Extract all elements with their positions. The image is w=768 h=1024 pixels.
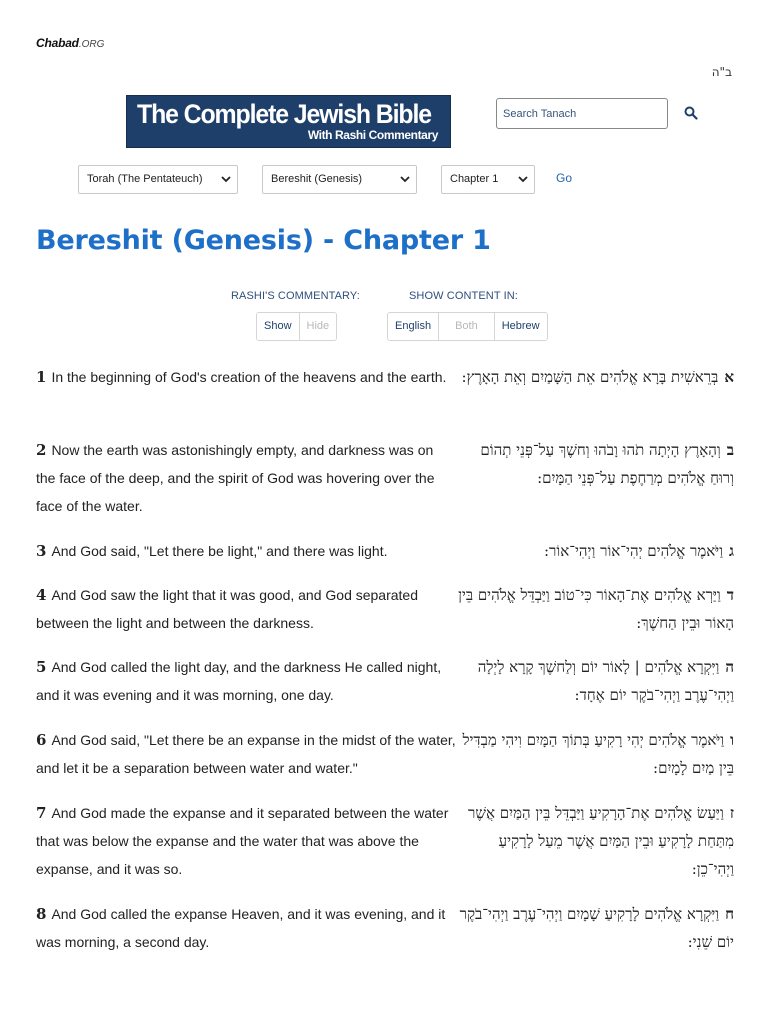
go-link[interactable]: Go <box>556 171 573 185</box>
language-toggle-group <box>387 312 548 341</box>
verse-text: In the beginning of God's creation of the heavens and the earth. <box>51 369 447 385</box>
show-content-label: SHOW CONTENT IN: <box>409 290 518 302</box>
banner-subtitle: With Rashi Commentary <box>307 128 438 142</box>
verse-hebrew <box>452 436 734 492</box>
verse-text-hebrew: וְהָאָרֶץ הָיְתָה תֹהוּ וָבֹהוּ וְחשֶׁךְ עַל־פְּנֵי תְהוֹם וְרוּחַ אֱלֹהִים מְרַחֶפֶת עַל־פְּנֵי הַמָּיִם: <box>480 441 734 487</box>
verse-text: And God called the expanse Heaven, and it was evening, and it was morning, a second day. <box>36 906 446 950</box>
verse-number: 8 <box>36 905 47 923</box>
verse-number-hebrew: ז <box>729 804 734 822</box>
verse-number-hebrew: ו <box>730 731 734 749</box>
section-select[interactable] <box>78 165 238 194</box>
verse-english <box>36 726 456 782</box>
verse-text-hebrew: וַיִּקְרָא אֱלֹהִים לָרָקִיעַ שָׁמָיִם וַיְהִי־עֶרֶב וַיְהִי־בֹקֶר יוֹם שֵׁנִי: <box>459 905 734 951</box>
verse-hebrew <box>452 726 734 782</box>
section-select-value: Torah (The Pentateuch) <box>87 173 203 185</box>
rashi-hide-button[interactable]: Hide <box>300 313 337 340</box>
verse-text: And God said, "Let there be light," and there was light. <box>51 543 388 559</box>
book-select[interactable] <box>262 165 417 194</box>
verse-english <box>36 900 456 956</box>
bh-mark: ב"ה <box>711 65 732 79</box>
chevron-down-icon <box>400 175 410 183</box>
verse-number: 2 <box>36 441 47 459</box>
verse-hebrew <box>452 581 734 637</box>
verse-number: 6 <box>36 731 47 749</box>
verse-english <box>36 653 456 709</box>
verse-text: And God made the expanse and it separated between the water that was below the expanse and the water that was above the expanse, and it was so. <box>36 805 449 877</box>
chapter-select[interactable] <box>441 165 535 194</box>
verse-hebrew <box>452 900 734 956</box>
search-input[interactable] <box>496 98 668 129</box>
verse-text-hebrew: וַיֹּאמֶר אֱלֹהִים יְהִי־אוֹר וַיְהִי־אוֹר: <box>543 542 724 560</box>
verse-hebrew <box>452 537 734 565</box>
verse-text: And God saw the light that it was good, and God separated between the light and between the darkness. <box>36 587 419 631</box>
search-icon[interactable] <box>684 106 698 120</box>
verse-text-hebrew: בְּרֵאשִׁית בָּרָא אֱלֹהִים אֵת הַשָּׁמַיִם וְאֵת הָאָרֶץ: <box>461 368 719 386</box>
verse-text-hebrew: וַיֹּאמֶר אֱלֹהִים יְהִי רָקִיעַ בְּתוֹךְ הַמָּיִם וִיהִי מַבְדִּיל בֵּין מַיִם לָמָיִם: <box>462 731 734 777</box>
banner-title: The Complete Jewish Bible <box>137 99 432 129</box>
book-select-value: Bereshit (Genesis) <box>271 173 363 185</box>
verse-number: 4 <box>36 586 47 604</box>
verse-english <box>36 799 456 883</box>
chabad-logo[interactable] <box>36 36 104 50</box>
verse-text-hebrew: וַיִּקְרָא אֱלֹהִים | לָאוֹר יוֹם וְלַחשֶׁךְ קָרָא לָיְלָה וַיְהִי־עֶרֶב וַיְהִי־בֹקֶר יוֹם אֶחָד: <box>477 658 734 704</box>
rashi-toggle-group <box>256 312 337 341</box>
lang-english-button[interactable]: English <box>388 313 439 340</box>
verse-number: 7 <box>36 804 47 822</box>
chevron-down-icon <box>518 175 528 183</box>
verse-english <box>36 537 456 565</box>
verse-number: 1 <box>36 368 47 386</box>
verse-number: 3 <box>36 542 47 560</box>
chapter-select-value: Chapter 1 <box>450 173 499 185</box>
verse-hebrew <box>452 363 734 391</box>
lang-both-button[interactable]: Both <box>439 313 495 340</box>
verse-text: And God called the light day, and the darkness He called night, and it was evening and it was morning, one day. <box>36 659 442 703</box>
rashi-show-button[interactable]: Show <box>257 313 300 340</box>
verse-english <box>36 436 456 520</box>
rashi-commentary-label: RASHI'S COMMENTARY: <box>231 290 360 302</box>
logo-suffix: .ORG <box>78 39 105 50</box>
verse-text-hebrew: וַיַּעַשׂ אֱלֹהִים אֶת־הָרָקִיעַ וַיַּבְדֵּל בֵּין הַמַּיִם אֲשֶׁר מִתַּחַת לָרָקִיעַ וּבֵין הַמַּיִם אֲשֶׁר מֵעַל לָרָקִיעַ וַיְהִי־כֵן: <box>468 804 734 878</box>
verse-hebrew <box>452 799 734 883</box>
verse-number-hebrew: ה <box>725 658 734 676</box>
verse-number-hebrew: ד <box>726 586 734 604</box>
verse-number-hebrew: ב <box>726 441 734 459</box>
verse-number-hebrew: ג <box>729 542 734 560</box>
page-title: Bereshit (Genesis) - Chapter 1 <box>36 225 491 256</box>
verse-text-hebrew: וַיַּרְא אֱלֹהִים אֶת־הָאוֹר כִּי־טוֹב וַיַּבְדֵּל אֱלֹהִים בֵּין הָאוֹר וּבֵין הַחשֶׁךְ: <box>458 586 734 632</box>
verse-number: 5 <box>36 658 47 676</box>
verse-text: Now the earth was astonishingly empty, and darkness was on the face of the deep, and the spirit of God was hovering over the face of the water. <box>36 442 435 514</box>
chevron-down-icon <box>221 175 231 183</box>
bible-banner[interactable] <box>126 95 451 148</box>
verse-number-hebrew: ח <box>725 905 734 923</box>
lang-hebrew-button[interactable]: Hebrew <box>495 313 547 340</box>
verse-text: And God said, "Let there be an expanse in the midst of the water, and let it be a separation between water and water." <box>36 732 456 776</box>
verse-number-hebrew: א <box>724 368 734 386</box>
logo-brand: Chabad <box>36 36 79 50</box>
verse-hebrew <box>452 653 734 709</box>
verse-english <box>36 363 456 391</box>
verse-english <box>36 581 456 637</box>
